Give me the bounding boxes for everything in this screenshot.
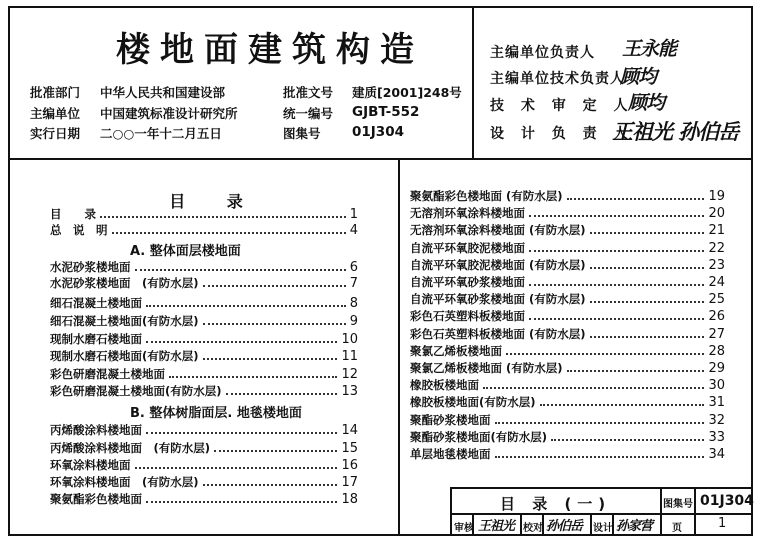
titleblock-atlas-value: 01J304 bbox=[700, 493, 754, 509]
leader-dots bbox=[506, 353, 704, 355]
toc-entry-page: 25 bbox=[708, 292, 725, 308]
chief-unit-value: 中国建筑标准设计研究所 bbox=[100, 106, 238, 121]
toc-entry-page: 12 bbox=[341, 367, 358, 382]
titleblock-top-line bbox=[450, 487, 753, 489]
leader-dots bbox=[169, 376, 337, 378]
leader-dots bbox=[214, 450, 337, 452]
review-signature: 王祖光 bbox=[478, 519, 515, 534]
toc-entry-label: 橡胶板楼地面(有防水层) bbox=[410, 395, 536, 410]
toc-entry[interactable] bbox=[410, 429, 725, 445]
titleblock-atlas-divider bbox=[660, 487, 662, 536]
toc-entry-page: 20 bbox=[708, 206, 725, 222]
leader-dots bbox=[226, 393, 338, 395]
toc-entry-label: 总 说 明 bbox=[50, 223, 108, 237]
toc-entry-label: 聚氯乙烯板楼地面 (有防水层) bbox=[410, 361, 563, 375]
toc-entry[interactable] bbox=[50, 295, 358, 311]
effective-date-label: 实行日期 bbox=[30, 126, 81, 141]
toc-entry[interactable] bbox=[50, 422, 358, 438]
toc-entry[interactable] bbox=[410, 308, 725, 324]
toc-entry-label: 彩色石英塑料板楼地面 (有防水层) bbox=[410, 326, 586, 341]
toc-entry-page: 9 bbox=[349, 314, 358, 329]
toc-entry-page: 24 bbox=[708, 275, 725, 290]
atlas-number-value: 01J304 bbox=[352, 124, 404, 140]
toc-entry[interactable] bbox=[410, 188, 725, 204]
approval-doc-value: 建质[2001]248号 bbox=[352, 85, 462, 100]
toc-entry-label: 聚氯乙烯板楼地面 bbox=[410, 343, 502, 358]
design-label: 设计 bbox=[593, 523, 613, 534]
toc-entry[interactable] bbox=[50, 313, 358, 329]
toc-entry[interactable] bbox=[410, 360, 725, 376]
toc-entry-label: 细石混凝土楼地面 bbox=[50, 296, 142, 310]
leader-dots bbox=[203, 323, 346, 325]
toc-entry-page: 34 bbox=[708, 447, 725, 462]
leader-dots bbox=[551, 439, 704, 441]
toc-entry-page: 30 bbox=[708, 378, 725, 394]
toc-entry-page: 15 bbox=[341, 441, 358, 456]
toc-entry[interactable] bbox=[410, 274, 725, 290]
toc-entry-label: 环氧涂料楼地面 bbox=[50, 458, 131, 472]
header-vertical-divider bbox=[472, 6, 474, 159]
toc-entry[interactable] bbox=[50, 491, 358, 507]
titleblock-atlas-label: 图集号 bbox=[663, 499, 693, 510]
toc-entry-page: 6 bbox=[349, 260, 358, 275]
unified-code-value: GJBT-552 bbox=[352, 104, 420, 120]
toc-entry-label: 自流平环氧胶泥楼地面 bbox=[410, 240, 525, 255]
toc-entry-page: 32 bbox=[708, 412, 725, 428]
page-number: 1 bbox=[718, 516, 727, 531]
toc-entry[interactable] bbox=[410, 240, 725, 256]
leader-dots bbox=[203, 358, 338, 360]
section-a-heading: A. 整体面层楼地面 bbox=[130, 244, 241, 259]
sheet-title: 目 录 (一) bbox=[500, 495, 612, 513]
leader-dots bbox=[146, 432, 337, 434]
atlas-number-label: 图集号 bbox=[283, 126, 321, 141]
toc-entry-label: 无溶剂环氧涂料楼地面 bbox=[410, 206, 525, 221]
toc-entry-label: 彩色研磨混凝土楼地面 bbox=[50, 367, 165, 381]
titleblock-check-divider bbox=[520, 513, 522, 536]
responsible-role-3: 技 术 审 定 人 bbox=[490, 98, 634, 114]
approval-dept-label: 批准部门 bbox=[30, 85, 81, 100]
leader-dots bbox=[529, 284, 704, 286]
toc-entry-page: 11 bbox=[341, 349, 358, 364]
toc-entry-page: 23 bbox=[708, 257, 725, 273]
toc-entry-page: 22 bbox=[708, 240, 725, 256]
leader-dots bbox=[203, 285, 346, 287]
toc-entry[interactable] bbox=[410, 446, 725, 462]
signature-2: 顾均 bbox=[620, 66, 657, 88]
leader-dots bbox=[203, 484, 338, 486]
toc-entry-label: 丙烯酸涂料楼地面 (有防水层) bbox=[50, 441, 211, 455]
approval-dept-value: 中华人民共和国建设部 bbox=[100, 85, 226, 100]
leader-dots bbox=[540, 404, 705, 406]
toc-entry[interactable] bbox=[50, 383, 358, 399]
effective-date-value: 二○○一年十二月五日 bbox=[100, 126, 222, 141]
leader-dots bbox=[567, 198, 705, 200]
toc-entry-page: 14 bbox=[341, 423, 358, 438]
toc-entry[interactable] bbox=[410, 412, 725, 428]
toc-entry[interactable] bbox=[410, 205, 725, 221]
leader-dots bbox=[590, 301, 705, 303]
section-b-heading: B. 整体树脂面层. 地毯楼地面 bbox=[130, 406, 302, 421]
toc-entry-label: 水泥砂浆楼地面 bbox=[50, 260, 131, 274]
leader-dots bbox=[495, 422, 705, 424]
leader-dots bbox=[590, 232, 705, 234]
toc-entry-label: 聚氨酯彩色楼地面 bbox=[50, 492, 142, 506]
toc-entry-page: 7 bbox=[349, 276, 358, 291]
leader-dots bbox=[590, 336, 705, 338]
toc-heading: 目 录 bbox=[169, 192, 261, 211]
toc-entry-page: 10 bbox=[341, 332, 358, 347]
leader-dots bbox=[529, 318, 704, 320]
leader-dots bbox=[483, 387, 704, 389]
check-signature: 孙伯岳 bbox=[546, 519, 583, 534]
page-title: 楼地面建筑构造 bbox=[116, 30, 424, 70]
leader-dots bbox=[135, 467, 338, 469]
toc-entry[interactable] bbox=[50, 259, 358, 275]
toc-entry-general-notes[interactable] bbox=[50, 222, 358, 238]
toc-entry-label: 目 录 bbox=[50, 207, 96, 221]
approval-doc-label: 批准文号 bbox=[283, 85, 334, 100]
toc-entry-page: 16 bbox=[341, 458, 358, 473]
signature-1: 王永能 bbox=[622, 38, 677, 60]
toc-entry-contents[interactable] bbox=[50, 206, 358, 222]
toc-entry-page: 18 bbox=[341, 492, 358, 507]
toc-entry-page: 13 bbox=[341, 384, 358, 399]
toc-entry[interactable] bbox=[50, 331, 358, 347]
toc-entry-page: 21 bbox=[708, 223, 725, 239]
toc-entry-label: 聚酯砂浆楼地面 bbox=[410, 412, 491, 427]
leader-dots bbox=[495, 456, 705, 458]
toc-entry-label: 现制水磨石楼地面(有防水层) bbox=[50, 349, 199, 363]
toc-entry-label: 单层地毯楼地面 bbox=[410, 447, 491, 461]
header-divider bbox=[8, 158, 753, 160]
leader-dots bbox=[112, 232, 346, 234]
toc-entry-label: 丙烯酸涂料楼地面 bbox=[50, 423, 142, 437]
toc-entry[interactable] bbox=[410, 394, 725, 410]
toc-entry[interactable] bbox=[50, 474, 358, 490]
responsible-role-2: 主编单位技术负责人 bbox=[490, 71, 625, 87]
toc-entry-page: 26 bbox=[708, 309, 725, 325]
leader-dots bbox=[529, 215, 704, 217]
leader-dots bbox=[135, 269, 346, 271]
page-label: 页 bbox=[672, 523, 682, 534]
toc-entry-page: 8 bbox=[349, 296, 358, 311]
toc-entry-label: 无溶剂环氧涂料楼地面 (有防水层) bbox=[410, 223, 586, 238]
toc-entry[interactable] bbox=[50, 457, 358, 473]
toc-entry-label: 自流平环氧砂浆楼地面 bbox=[410, 275, 525, 289]
toc-entry-page: 4 bbox=[349, 223, 358, 238]
leader-dots bbox=[146, 501, 337, 503]
leader-dots bbox=[590, 267, 705, 269]
toc-entry-label: 自流平环氧胶泥楼地面 (有防水层) bbox=[410, 257, 586, 272]
signature-3: 顾均 bbox=[628, 92, 665, 114]
chief-unit-label: 主编单位 bbox=[30, 106, 81, 121]
titleblock-atlas-value-divider bbox=[694, 487, 696, 536]
toc-column-divider bbox=[398, 158, 400, 536]
toc-entry[interactable] bbox=[50, 275, 358, 291]
toc-entry-page: 17 bbox=[341, 475, 358, 490]
review-label: 审核 bbox=[454, 523, 474, 534]
check-label: 校对 bbox=[523, 523, 543, 534]
toc-entry[interactable] bbox=[50, 440, 358, 456]
toc-entry-page: 31 bbox=[708, 395, 725, 411]
toc-entry-page: 29 bbox=[708, 361, 725, 376]
toc-entry[interactable] bbox=[410, 291, 725, 307]
toc-entry-label: 聚氨酯彩色楼地面 (有防水层) bbox=[410, 189, 563, 203]
toc-entry[interactable] bbox=[410, 257, 725, 273]
toc-entry-label: 彩色研磨混凝土楼地面(有防水层) bbox=[50, 384, 222, 398]
titleblock-design-divider bbox=[590, 513, 592, 536]
toc-entry-label: 细石混凝土楼地面(有防水层) bbox=[50, 314, 199, 328]
leader-dots bbox=[146, 341, 337, 343]
leader-dots bbox=[567, 370, 705, 372]
toc-entry[interactable] bbox=[50, 348, 358, 364]
toc-entry-page: 27 bbox=[708, 326, 725, 342]
toc-entry-page: 19 bbox=[708, 189, 725, 204]
titleblock-left-line bbox=[450, 487, 452, 536]
responsible-role-1: 主编单位负责人 bbox=[490, 45, 595, 61]
signature-4: 王祖光 孙伯岳 bbox=[612, 119, 739, 144]
toc-entry[interactable] bbox=[410, 377, 725, 393]
responsible-role-4: 设 计 负 责 人 bbox=[490, 126, 634, 142]
toc-entry-label: 聚酯砂浆楼地面(有防水层) bbox=[410, 429, 548, 444]
unified-code-label: 统一编号 bbox=[283, 106, 334, 121]
leader-dots bbox=[529, 250, 704, 252]
toc-entry-label: 现制水磨石楼地面 bbox=[50, 332, 142, 346]
design-signature: 孙家营 bbox=[616, 519, 653, 534]
leader-dots bbox=[146, 305, 346, 307]
toc-entry[interactable] bbox=[410, 222, 725, 238]
toc-entry[interactable] bbox=[410, 343, 725, 359]
toc-entry-page: 1 bbox=[349, 207, 358, 222]
toc-entry[interactable] bbox=[50, 366, 358, 382]
toc-entry-label: 自流平环氧砂浆楼地面 (有防水层) bbox=[410, 292, 586, 307]
toc-entry[interactable] bbox=[410, 326, 725, 342]
toc-entry-page: 33 bbox=[708, 429, 725, 445]
toc-entry-page: 28 bbox=[708, 343, 725, 359]
leader-dots bbox=[100, 216, 346, 218]
toc-entry-label: 橡胶板楼地面 bbox=[410, 378, 479, 393]
toc-entry-label: 水泥砂浆楼地面 (有防水层) bbox=[50, 276, 199, 290]
toc-entry-label: 环氧涂料楼地面 (有防水层) bbox=[50, 475, 199, 489]
toc-entry-label: 彩色石英塑料板楼地面 bbox=[410, 309, 525, 324]
